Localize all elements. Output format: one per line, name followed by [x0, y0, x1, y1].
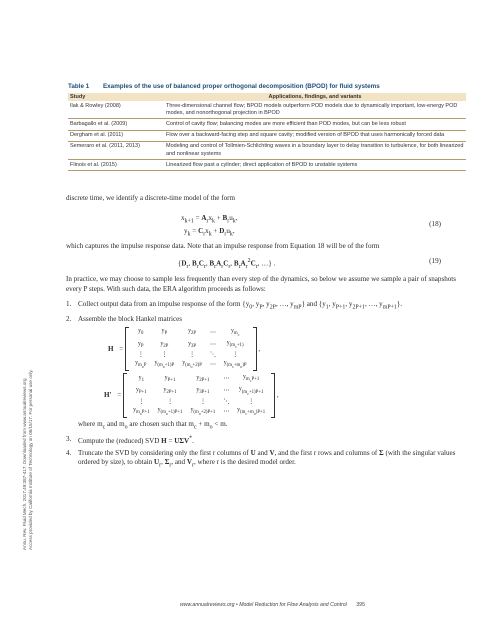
equation-19-number: (19) [429, 257, 441, 266]
step-1-text: Collect output data from an impulse response of the form {$y_0$, $y_P$, $y_{2P}$, …, $y_{mP}$} and {$y_1$, $y_{P+1}$, $y_{2P+1}$, …, $y_{mP+1}$}. [78, 300, 403, 311]
hankel-matrix-h: H = $y_0$ $y_P$ $y_{2P}$ ⋯ $y_{m_c}$ $y_P$ $y_{2P}$ $y_{3P}$ ⋯ $y_{(m_c+1)}$ ⋮ ⋮ ⋮ ⋱ ⋮ $y_{m_oP}$ $y_{(m_o+1)P}$ $y_{(m_o+2)P}$ ⋯ $y_{(m_c+m_o)P}$ , [108, 327, 261, 370]
where-line: where $m_c$ and $m_o$ are chosen such that $m_c + m_o < m$. [78, 419, 228, 431]
paragraph-2: which captures the impulse response data. Note that an impulse response from Equation 18 will be of the form [66, 241, 380, 250]
table-caption [68, 83, 478, 90]
side-note-line-1: Annu. Rev. Fluid Mech. 2017.49:387-417. Downloaded from www.annualreviews.org [22, 378, 27, 550]
list-item: 2. Assemble the block Hankel matrices H = $y_0$ $y_P$ $y_{2P}$ ⋯ $y_{m_c}$ $y_P$ $y_{2P}$ $y_{3P}$ ⋯ $y_{(m_c+1)}$ ⋮ ⋮ ⋮ ⋱ ⋮ $y_{m_oP}$ $y_{(m_o+1)P}$ $y_{(m_o+2)P}$ ⋯ $y_{(m_c+m_o)P}$ , H′ = $y_1$ $y_{P+1}$ $y_{2P+1}$ ⋯ $y_{m_cP+1}$ $y_{P+1}$ $y_{2P+1}$ $y_{3P+1}$ ⋯ $y_{(m_c+1)P+1}$ ⋮ ⋮ ⋮ ⋱ ⋮ $y_{m_oP+1}$ $y_{(m_o+1)P+1}$ $y_{(m_o+2)P+1}$ ⋯ $y_{(m_c+m_o)P+1}$ , where $m_c$ and $m_o$ are chosen such that $m_c + m_o < m$. [66, 315, 471, 432]
step-4-text: Truncate the SVD by considering only the first r columns of U and V, and the first r rows and columns of Σ (with the singular values ordered by size), to obtain $U_r$, $\Sigma_r$, and $V_r$, where r is the desired model order. [78, 448, 456, 469]
study-cell: Dergham et al. (2011) [68, 130, 164, 141]
footer-text: www.annualreviews.org • Model Reduction for Flow Analysis and Control [180, 602, 347, 608]
list-item: 1. Collect output data from an impulse response of the form {$y_0$, $y_P$, $y_{2P}$, …, $y_{mP}$} and {$y_1$, $y_{P+1}$, $y_{2P+1}$, …, $y_{mP+1}$}. [66, 300, 403, 311]
applications-cell: Three-dimensional channel flow; BPOD models outperform POD models due to dynamically important, low-energy POD modes, and nonorthogonal projection in BPOD [166, 102, 458, 116]
table-row [68, 160, 466, 171]
table-title: Examples of the use of balanced proper orthogonal decomposition (BPOD) for fluid systems [102, 83, 380, 90]
list-item: 4. Truncate the SVD by considering only the first r columns of U and V, and the first r rows and columns of Σ (with the singular values ordered by size), to obtain $U_r$, $\Sigma_r$, and $V_r$, where r is the desired model order. [66, 448, 456, 469]
applications-cell: Control of cavity flow; balancing modes are more efficient than POD modes, but can be less robust [164, 119, 466, 130]
step-2-text: Assemble the block Hankel matrices [78, 315, 183, 324]
applications-cell: Flow over a backward-facing step and square cavity; modified version of BPOD that uses harmonically forced data [164, 130, 466, 141]
table-header-row [68, 93, 466, 101]
paragraph-3: In practice, we may choose to sample less frequently than every step of the dynamics, so below we assume we sample a pair of snapshots every P steps. With such data, the ERA algorithm proceeds as follows: [66, 275, 457, 293]
table-row [68, 130, 466, 141]
equation-19: {$D_r$, $B_rC_r$, $B_rA_rC_r$, $B_rA_r^2C_r$, …} . (19) [178, 257, 441, 270]
applications-cell: Linearized flow past a cylinder; direct application of BPOD to unstable systems [164, 160, 466, 171]
bpod-table [68, 93, 466, 171]
study-cell: Ilak & Rowley (2008) [70, 102, 121, 109]
table-number: Table 1 [68, 83, 90, 90]
equation-18: $x_{k+1} = A_rx_k + B_ru_k$, $y_k = C_rx_k + D_ru_k$, (18) [181, 213, 441, 237]
page-number: 395 [356, 602, 365, 608]
study-cell: Barbagallo et al. (2009) [68, 119, 164, 130]
equation-18-number: (18) [429, 219, 441, 228]
download-side-note [2, 200, 42, 550]
study-cell: Flinois et al. (2015) [68, 160, 164, 171]
era-steps [66, 300, 471, 471]
header-study: Study [68, 93, 164, 101]
table-row [68, 101, 466, 119]
side-note-line-2: Access provided by California Institute of Technology on 06/15/17. For personal use only. [28, 369, 33, 550]
paragraph-1: discrete time, we identify a discrete-time model of the form [66, 194, 236, 202]
list-item: 3. Compute the (reduced) SVD H = UΣV*. [66, 434, 194, 445]
table-row [68, 141, 466, 159]
hankel-matrix-h-prime: H′ = $y_1$ $y_{P+1}$ $y_{2P+1}$ ⋯ $y_{m_cP+1}$ $y_{P+1}$ $y_{2P+1}$ $y_{3P+1}$ ⋯ $y_{(m_c+1)P+1}$ ⋮ ⋮ ⋮ ⋱ ⋮ $y_{m_oP+1}$ $y_{(m_o+1)P+1}$ $y_{(m_o+2)P+1}$ ⋯ $y_{(m_c+m_o)P+1}$ , [104, 374, 279, 416]
study-cell: Semeraro et al. (2011, 2013) [68, 141, 164, 159]
header-applications: Applications, findings, and variants [164, 93, 466, 101]
table-row [68, 119, 466, 130]
applications-cell: Modeling and control of Tollmien-Schlichting waves in a boundary layer to delay transition to turbulence, for both linearized and nonlinear systems [164, 141, 466, 159]
step-3-text: Compute the (reduced) SVD H = UΣV*. [78, 435, 194, 445]
body-text [66, 194, 471, 471]
page-footer [180, 602, 480, 608]
